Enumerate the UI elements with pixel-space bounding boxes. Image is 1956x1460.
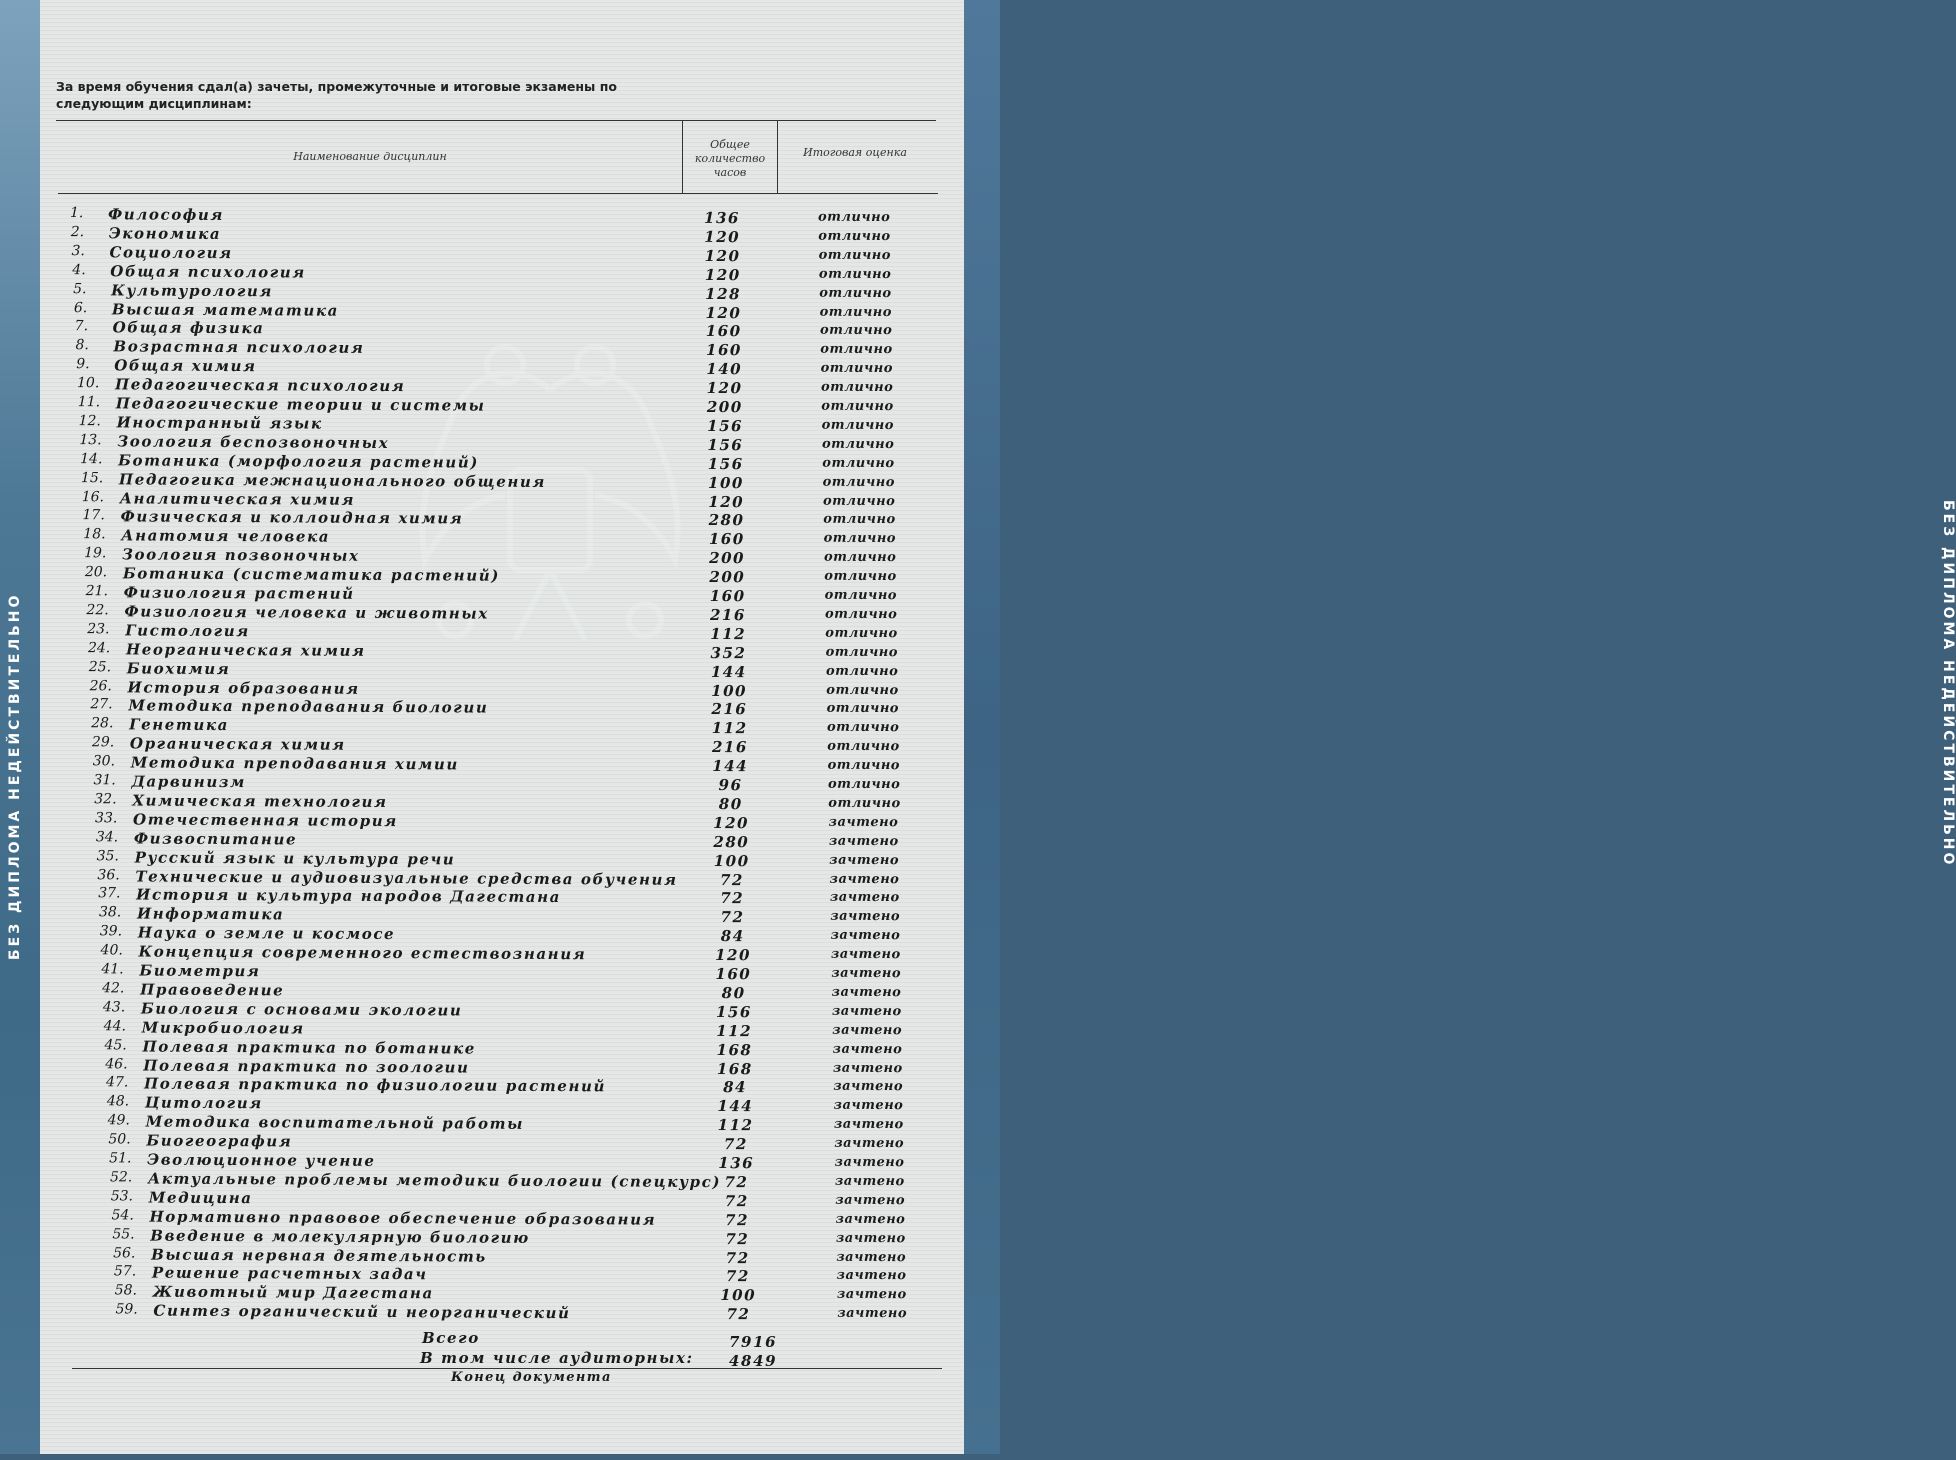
- table-row: [115, 1302, 995, 1326]
- hours-value: 120: [704, 265, 741, 284]
- discipline-name: Биогеография: [146, 1131, 293, 1151]
- grade-value: зачтено: [831, 1003, 902, 1019]
- row-number: 52.: [109, 1169, 133, 1186]
- row-number: 45.: [104, 1036, 127, 1054]
- hours-value: 160: [708, 530, 745, 549]
- hours-value: 156: [715, 1002, 752, 1022]
- grade-value: отлично: [821, 398, 894, 415]
- grade-value: отлично: [823, 530, 897, 547]
- row-number: 21.: [85, 583, 108, 600]
- row-number: 32.: [94, 791, 117, 808]
- grade-value: зачтено: [831, 984, 902, 1001]
- grade-value: отлично: [820, 379, 894, 396]
- grade-value: зачтено: [832, 1041, 903, 1057]
- hours-value: 100: [720, 1286, 757, 1305]
- grade-value: зачтено: [836, 1249, 907, 1265]
- row-number: 1.: [69, 205, 84, 222]
- grade-value: отлично: [817, 209, 891, 226]
- row-number: 55.: [112, 1225, 135, 1243]
- discipline-name: Биология с основами экологии: [140, 999, 463, 1020]
- row-number: 35.: [96, 847, 119, 864]
- discipline-name: Общая физика: [112, 318, 265, 338]
- hours-value: 120: [704, 227, 741, 247]
- grade-value: отлично: [818, 266, 892, 282]
- grade-value: отлично: [822, 455, 895, 471]
- discipline-name: Педагогическая психология: [114, 375, 406, 396]
- discipline-name: Общая химия: [114, 356, 257, 376]
- grade-value: отлично: [827, 776, 901, 793]
- row-number: 33.: [95, 810, 118, 827]
- discipline-name: Физвоспитание: [133, 829, 298, 849]
- hours-value: 216: [711, 738, 748, 757]
- hours-value: 216: [711, 700, 748, 719]
- hours-value: 120: [713, 813, 750, 833]
- discipline-name: Общая психология: [110, 261, 306, 282]
- discipline-name: Русский язык и культура речи: [134, 848, 456, 869]
- row-number: 22.: [86, 602, 109, 619]
- hours-value: 112: [711, 719, 748, 738]
- discipline-name: Эволюционное учение: [147, 1150, 376, 1170]
- transcript-sheet: [0, 0, 964, 1454]
- hours-value: 352: [710, 643, 747, 662]
- grade-value: отлично: [820, 360, 894, 377]
- hours-value: 160: [715, 965, 752, 984]
- grade-value: отлично: [824, 568, 897, 585]
- discipline-name: Физиология человека и животных: [124, 602, 489, 623]
- row-number: 10.: [76, 375, 100, 392]
- hours-value: 72: [720, 908, 745, 927]
- hours-value: 72: [725, 1267, 750, 1286]
- row-number: 47.: [106, 1074, 129, 1091]
- grade-value: зачтено: [834, 1154, 905, 1171]
- row-number: 11.: [77, 394, 101, 411]
- row-number: 58.: [114, 1282, 138, 1299]
- grade-value: зачтено: [830, 909, 901, 925]
- hours-value: 120: [704, 246, 741, 265]
- discipline-name: Культурология: [111, 280, 274, 300]
- hours-value: 120: [715, 946, 752, 965]
- discipline-name: Животный мир Дагестана: [152, 1282, 434, 1303]
- discipline-name: Экономика: [108, 224, 222, 243]
- grade-value: зачтено: [834, 1173, 905, 1190]
- row-number: 54.: [111, 1207, 134, 1224]
- grade-value: отлично: [823, 549, 897, 566]
- hours-value: 280: [713, 832, 750, 851]
- total-value: 7916: [729, 1333, 778, 1351]
- side-text-left: БЕЗ ДИПЛОМА НЕДЕЙСТВИТЕЛЬНО: [7, 592, 23, 960]
- discipline-name: Полевая практика по зоологии: [143, 1056, 470, 1077]
- grade-value: зачтено: [829, 890, 900, 906]
- row-number: 48.: [106, 1093, 130, 1110]
- grade-value: зачтено: [833, 1098, 904, 1114]
- hours-value: 72: [720, 889, 745, 908]
- discipline-name: Высшая нервная деятельность: [151, 1245, 487, 1266]
- discipline-name: Педагогика межнационального общения: [118, 469, 547, 491]
- end-of-document: Конец документа: [451, 1370, 612, 1385]
- hours-value: 72: [726, 1305, 751, 1324]
- row-number: 36.: [97, 866, 120, 883]
- row-number: 38.: [98, 904, 122, 921]
- hours-value: 100: [711, 681, 748, 700]
- row-number: 23.: [87, 620, 110, 638]
- hours-value: 144: [717, 1097, 754, 1116]
- header-hours: Общее количество часов: [694, 138, 766, 179]
- row-number: 16.: [81, 488, 105, 505]
- grade-value: отлично: [824, 606, 898, 623]
- row-number: 5.: [73, 280, 87, 297]
- grade-value: зачтено: [829, 852, 900, 868]
- row-number: 43.: [102, 999, 126, 1016]
- row-number: 30.: [92, 753, 116, 770]
- grade-value: зачтено: [835, 1230, 906, 1246]
- discipline-name: Полевая практика по физиологии растений: [143, 1074, 607, 1096]
- discipline-name: Ботаника (морфология растений): [118, 451, 480, 472]
- discipline-name: Методика преподавания химии: [130, 753, 459, 774]
- grade-value: зачтено: [832, 1022, 903, 1038]
- row-number: 42.: [102, 980, 125, 997]
- hours-value: 72: [719, 870, 744, 889]
- row-number: 56.: [113, 1244, 136, 1261]
- hours-value: 72: [724, 1191, 749, 1211]
- grade-value: отлично: [827, 738, 900, 755]
- row-number: 49.: [107, 1112, 130, 1129]
- row-number: 15.: [80, 469, 104, 486]
- hours-value: 120: [708, 492, 745, 511]
- hours-value: 72: [725, 1210, 750, 1229]
- row-number: 59.: [115, 1301, 138, 1318]
- grade-value: отлично: [819, 304, 893, 320]
- row-number: 28.: [91, 715, 114, 732]
- discipline-name: Социология: [109, 243, 233, 262]
- row-number: 29.: [91, 734, 115, 751]
- hours-value: 216: [709, 605, 746, 625]
- hours-value: 80: [721, 983, 746, 1003]
- hours-value: 100: [713, 851, 750, 870]
- hours-value: 136: [704, 208, 740, 228]
- discipline-name: Физическая и коллоидная химия: [120, 507, 464, 528]
- grade-value: зачтено: [830, 927, 901, 944]
- discipline-name: Зоология позвоночных: [122, 545, 360, 566]
- grade-value: отлично: [820, 341, 893, 358]
- grade-value: зачтено: [835, 1211, 906, 1227]
- row-number: 25.: [88, 658, 112, 675]
- grade-value: зачтено: [829, 871, 900, 887]
- hours-value: 112: [710, 624, 747, 643]
- grade-value: отлично: [823, 512, 896, 528]
- row-number: 14.: [80, 450, 103, 467]
- row-number: 7.: [74, 318, 89, 335]
- hours-value: 120: [705, 303, 742, 322]
- row-number: 3.: [71, 242, 85, 259]
- header-grade: Итоговая оценка: [803, 146, 907, 159]
- grade-value: зачтено: [837, 1305, 908, 1322]
- discipline-name: Решение расчетных задач: [151, 1263, 428, 1284]
- grade-value: отлично: [818, 247, 892, 263]
- hours-value: 200: [706, 397, 743, 417]
- discipline-name: Педагогические теории и системы: [115, 394, 486, 415]
- hours-value: 100: [707, 473, 744, 492]
- hours-value: 168: [716, 1059, 753, 1078]
- discipline-name: Гистология: [125, 621, 250, 640]
- discipline-name: Биометрия: [139, 961, 261, 981]
- grade-value: зачтено: [834, 1135, 905, 1152]
- grade-value: зачтено: [836, 1287, 907, 1303]
- right-security-band: [964, 0, 1956, 1454]
- grade-value: отлично: [822, 474, 896, 490]
- grade-value: зачтено: [836, 1268, 907, 1284]
- grade-value: отлично: [819, 285, 892, 301]
- discipline-name: Аналитическая химия: [119, 488, 356, 509]
- row-number: 41.: [101, 961, 124, 978]
- discipline-name: Методика воспитательной работы: [145, 1112, 525, 1134]
- hours-value: 136: [718, 1154, 755, 1173]
- discipline-name: Методика преподавания биологии: [128, 696, 489, 718]
- grade-value: отлично: [821, 417, 895, 433]
- side-text-right: БЕЗ ДИПЛОМА НЕДЕЙСТВИТЕЛЬНО: [1940, 500, 1956, 868]
- row-number: 27.: [90, 696, 113, 713]
- discipline-name: Медицина: [148, 1188, 253, 1207]
- grade-value: отлично: [828, 795, 901, 812]
- hours-value: 112: [717, 1116, 754, 1135]
- hours-value: 156: [707, 454, 744, 473]
- hours-value: 72: [723, 1135, 748, 1154]
- row-number: 51.: [109, 1150, 132, 1167]
- discipline-name: Возрастная психология: [113, 337, 365, 358]
- row-number: 8.: [75, 337, 89, 354]
- hours-value: 280: [708, 511, 745, 530]
- grade-value: отлично: [826, 682, 899, 698]
- row-number: 46.: [105, 1055, 128, 1072]
- row-number: 4.: [72, 261, 86, 278]
- hours-value: 84: [723, 1078, 748, 1097]
- row-number: 34.: [95, 828, 119, 846]
- discipline-name: Цитология: [144, 1093, 263, 1113]
- hours-value: 160: [705, 341, 742, 360]
- hours-value: 200: [709, 549, 746, 568]
- discipline-name: Микробиология: [141, 1018, 305, 1038]
- hours-value: 84: [720, 927, 745, 946]
- grade-value: отлично: [825, 644, 899, 660]
- discipline-name: Введение в молекулярную биологию: [150, 1226, 530, 1247]
- hours-value: 160: [709, 586, 746, 606]
- row-number: 24.: [87, 639, 111, 657]
- total-label: Всего: [422, 1329, 480, 1347]
- row-number: 19.: [84, 545, 107, 562]
- classroom-label: В том числе аудиторных:: [420, 1349, 694, 1367]
- discipline-name: Технические и аудиовизуальные средства обучения: [135, 866, 678, 889]
- discipline-name: Отечественная история: [133, 810, 398, 830]
- discipline-name: Органическая химия: [129, 734, 346, 754]
- row-number: 20.: [84, 564, 108, 581]
- discipline-name: Высшая математика: [111, 299, 340, 320]
- discipline-name: Философия: [107, 205, 225, 225]
- hours-value: 96: [718, 776, 743, 795]
- discipline-name: Ботаника (систематика растений): [122, 564, 501, 585]
- discipline-rows: [0, 0, 965, 1459]
- discipline-name: Синтез органический и неорганический: [153, 1301, 571, 1323]
- grade-value: зачтено: [833, 1116, 904, 1133]
- discipline-name: Дарвинизм: [131, 772, 246, 792]
- grade-value: отлично: [826, 701, 900, 717]
- hours-value: 168: [716, 1040, 753, 1059]
- row-number: 9.: [76, 356, 90, 373]
- grade-value: зачтено: [833, 1079, 904, 1095]
- hours-value: 120: [706, 379, 743, 398]
- hours-value: 156: [707, 416, 744, 436]
- hours-value: 156: [707, 435, 744, 454]
- row-number: 18.: [83, 526, 106, 543]
- discipline-name: История и культура народов Дагестана: [136, 885, 562, 907]
- row-number: 39.: [99, 923, 123, 940]
- hours-value: 72: [724, 1172, 749, 1192]
- discipline-name: Нормативно правовое обеспечение образования: [149, 1207, 657, 1229]
- row-number: 50.: [108, 1131, 131, 1148]
- hours-value: 80: [718, 794, 743, 814]
- grade-value: зачтено: [831, 965, 902, 982]
- discipline-name: Наука о земле и космосе: [137, 923, 396, 944]
- discipline-name: Иностранный язык: [116, 413, 323, 433]
- grade-value: отлично: [827, 757, 901, 774]
- hours-value: 144: [712, 757, 749, 776]
- row-number: 12.: [78, 413, 101, 430]
- discipline-name: Информатика: [136, 904, 285, 924]
- discipline-name: Актуальные проблемы методики биологии (спецкурс): [147, 1169, 722, 1191]
- discipline-name: Неорганическая химия: [125, 640, 366, 660]
- row-number: 13.: [79, 431, 102, 449]
- discipline-name: Биохимия: [126, 659, 231, 678]
- discipline-name: Правоведение: [140, 980, 285, 1000]
- grade-value: отлично: [825, 663, 899, 679]
- row-number: 57.: [113, 1263, 137, 1280]
- hours-value: 200: [709, 568, 746, 587]
- discipline-name: Зоология беспозвоночных: [117, 432, 390, 452]
- grade-value: отлично: [826, 719, 900, 736]
- grade-value: зачтено: [835, 1192, 906, 1208]
- row-number: 40.: [100, 942, 123, 959]
- row-number: 53.: [110, 1188, 134, 1205]
- grade-value: зачтено: [828, 814, 899, 830]
- discipline-name: Химическая технология: [132, 791, 388, 811]
- grade-value: зачтено: [832, 1060, 903, 1076]
- row-number: 37.: [98, 885, 121, 902]
- grade-value: отлично: [824, 587, 898, 604]
- hours-value: 72: [725, 1229, 750, 1248]
- row-number: 31.: [93, 772, 116, 789]
- row-number: 44.: [103, 1017, 127, 1035]
- intro-text: За время обучения сдал(а) зачеты, промежуточные и итоговые экзамены по следующим дисциплинам:: [56, 79, 617, 111]
- grade-value: зачтено: [830, 946, 901, 963]
- row-number: 2.: [70, 223, 85, 241]
- grade-value: отлично: [822, 493, 896, 509]
- hours-value: 128: [705, 284, 742, 303]
- grade-value: отлично: [825, 625, 898, 641]
- discipline-name: Полевая практика по ботанике: [142, 1037, 477, 1058]
- header-discipline: Наименование дисциплин: [293, 150, 447, 163]
- grade-value: отлично: [818, 228, 891, 244]
- classroom-value: 4849: [729, 1352, 778, 1370]
- discipline-name: Физиология растений: [123, 583, 355, 603]
- hours-value: 160: [705, 322, 742, 341]
- row-number: 6.: [73, 299, 88, 316]
- grade-value: отлично: [821, 436, 895, 452]
- hours-value: 140: [706, 360, 743, 379]
- row-number: 17.: [82, 507, 105, 524]
- row-number: 26.: [89, 677, 112, 694]
- hours-value: 72: [725, 1248, 750, 1267]
- discipline-name: История образования: [127, 677, 360, 698]
- discipline-name: Анатомия человека: [121, 526, 331, 546]
- grade-value: отлично: [819, 323, 893, 339]
- discipline-name: Генетика: [129, 715, 230, 735]
- hours-value: 144: [710, 662, 747, 681]
- discipline-name: Концепция современного естествознания: [138, 942, 587, 964]
- table-bottom-border: [72, 1368, 942, 1369]
- grade-value: зачтено: [828, 833, 899, 849]
- hours-value: 112: [716, 1021, 753, 1040]
